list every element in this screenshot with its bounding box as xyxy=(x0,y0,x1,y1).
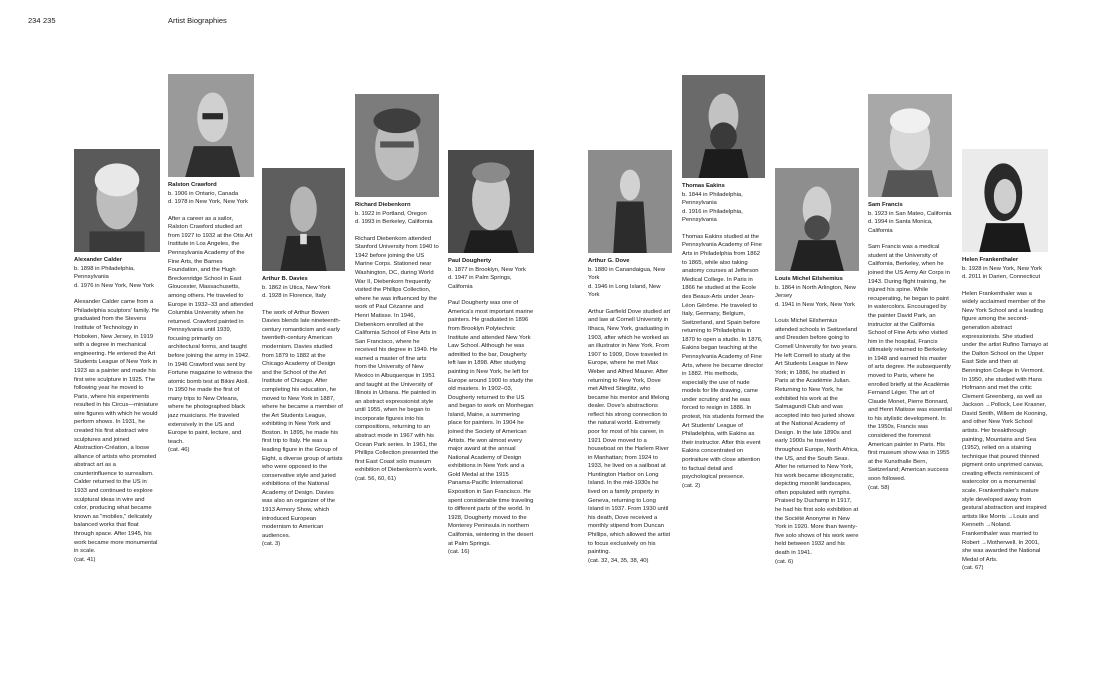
artist-life-dates: b. 1877 in Brooklyn, New York d. 1947 in Palm Springs, California xyxy=(448,266,526,290)
artist-name: Richard Diebenkorn xyxy=(355,202,411,208)
artist-life-dates: b. 1928 in New York, New York d. 2011 in Darien, Connecticut xyxy=(962,265,1042,281)
artist-name: Arthur B. Davies xyxy=(262,276,308,282)
artist-entry xyxy=(588,150,672,565)
artist-portrait xyxy=(868,94,952,197)
artist-entry xyxy=(962,149,1048,573)
artist-life-dates: b. 1862 in Utica, New York d. 1928 in Florence, Italy xyxy=(262,284,331,300)
artist-name: Paul Dougherty xyxy=(448,258,492,264)
artist-biography: After a career as a sailor, Ralston Crawford studied art from 1927 to 1932 at the Otis Art Institute in Los Angeles, the Pennsylvania Academy of the Fine Arts, the Barnes Foundation, and the Hugh Breckenridge School in East Gloucester, Massachusetts, among others. He traveled to Europe in 1932–33 and attended Columbia University when he returned. Crawford painted in Pennsylvania until 1939, focusing primarily on architectural forms, and taught before joining the army in 1942. In 1946 Crawford was sent by Fortune magazine to witness the atomic bomb test at Bikini Atoll. In 1950 he made the first of many trips to New Orleans, where he photographed black jazz musicians. He traveled extensively in the US and Europe to paint, lecture, and teach. (cat. 46) xyxy=(168,215,254,454)
artist-portrait xyxy=(962,149,1048,252)
artist-biography: Richard Diebenkorn attended Stanford University from 1940 to 1942 before joining the US Marine Corps. Stationed near Washington, DC, during World War II, Diebenkorn frequently visited the Phillips Collection, where he was influenced by the work of Paul Cézanne and Henri Matisse. In 1946, Diebenkorn enrolled at the California School of Fine Arts in San Francisco, where he received his degree in 1949. He earned a master of fine arts from the University of New Mexico in Albuquerque in 1951 and taught at the University of Illinois in Urbana. He painted in an abstract expressionist style until 1955, when he began to incorporate figures into his compositions, returning to an abstract mode in 1967 with his Ocean Park series. In 1961, the Phillips Collection presented the first East Coast solo museum exhibition of Diebenkorn's work. (cat. 56, 60, 61) xyxy=(355,235,439,482)
artist-biography: Paul Dougherty was one of America's most important marine painters. He graduated in 1896 from Brooklyn Polytechnic Institute and attended New York Law School. Although he was admitted to the bar, Dougherty left law in 1898. After studying painting in New York, he left for Europe around 1900 to study the old masters. In 1902–03, Dougherty returned to the US and began to work on Monhegan Island, Maine, a summering place for painters. In 1904 he joined the Society of American Artists. He won almost every major award at the annual National Academy of Design exhibitions in New York and a Gold Medal at the 1915 Panama-Pacific International Exposition in San Francisco. He spent considerable time traveling to different parts of the world. In 1928, Dougherty moved to the Monterey Peninsula in northern California, wintering in the desert at Palm Springs. (cat. 16) xyxy=(448,300,534,556)
artist-name: Ralston Crawford xyxy=(168,182,217,188)
artist-name: Thomas Eakins xyxy=(682,183,725,189)
artist-life-dates: b. 1864 in North Arlington, New Jersey d. 1941 in New York, New York xyxy=(775,284,856,308)
artist-entry xyxy=(868,94,952,492)
artist-name: Louis Michel Eilshemius xyxy=(775,276,843,282)
artist-biography: Arthur Garfield Dove studied art and law at Cornell University in Ithaca, New York, graduating in 1903, after which he worked as an illustrator in New York. From 1907 to 1909, Dove traveled in Europe, where he met Max Weber and Alfred Maurer. After returning to New York, Dove met Alfred Stieglitz, who became his mentor and lifelong dealer. Dove's abstractions reflect his strong connection to the natural world. Extremely poor for most of his career, in 1921 Dove moved to a houseboat on the Harlem River in Manhattan; from 1924 to 1933, he lived on a sailboat at Huntington Harbor on Long Island. In the mid-1930s he lived on a family property in Geneva, returning to Long Island in 1937. From 1930 until his death, Dove received a monthly stipend from Duncan Phillips, which allowed the artist to focus exclusively on his painting. (cat. 32, 34, 35, 38, 40) xyxy=(588,308,671,564)
artist-portrait xyxy=(775,168,859,271)
artist-life-dates: b. 1898 in Philadelphia, Pennsylvania d. 1976 in New York, New York xyxy=(74,265,154,289)
artist-entry xyxy=(74,149,160,564)
page-number-left: 234 xyxy=(28,16,41,25)
artist-entry xyxy=(682,75,765,490)
artist-name: Helen Frankenthaler xyxy=(962,257,1019,263)
artist-life-dates: b. 1906 in Ontario, Canada d. 1978 in New York, New York xyxy=(168,190,248,206)
artist-life-dates: b. 1844 in Philadelphia, Pennsylvania d. 1916 in Philadelphia, Pennsylvania xyxy=(682,191,743,224)
artist-biography: Louis Michel Eilshemius attended schools in Switzerland and Dresden before going to Cornell University for two years. He left Cornell to study at the Art Students League in New York; in 1886, he studied in Paris at the Académie Julian. Returning to New York, he exhibited his work at the Salmagundi Club and was accepted into two juried shows at the National Academy of Design. In the late 1890s and early 1900s he traveled throughout Europe, North Africa, the US, and the South Seas. After he returned to New York, his work became idiosyncratic, depicting moonlit landscapes, often populated with nymphs. Praised by Duchamp in 1917, he had his first solo exhibition at the Société Anonyme in New York in 1920. More than twenty-five solo shows of his work were held between 1932 and his death in 1941. (cat. 6) xyxy=(775,318,859,565)
artist-portrait xyxy=(588,150,672,253)
artist-life-dates: b. 1923 in San Mateo, California d. 1994 in Santa Monica, California xyxy=(868,210,952,234)
artist-biography: Alexander Calder came from a Philadelphia sculptors' family. He graduated from the Stevens Institute of Technology in Hoboken, New Jersey, in 1919 with a degree in mechanical engineering. He entered the Art Students League of New York in 1923 as a painter and made his first wire sculpture in 1925. The following year he moved to Paris, where his experiments resulted in his Circus—miniature wire figures with which he would perform shows. In 1931, he created his first abstract wire sculptures and joined Abstraction-Création, a loose alliance of artists who promoted abstract art as a counterinfluence to surrealism. Calder returned to the US in 1933 and continued to explore sculptural ideas in wire and color, producing what became known as "mobiles," delicately balanced works that float through space. After 1945, his work became more monumental in scale. (cat. 41) xyxy=(74,299,160,563)
artist-life-dates: b. 1922 in Portland, Oregon d. 1993 in Berkeley, California xyxy=(355,210,433,226)
section-title: Artist Biographies xyxy=(168,16,227,25)
artist-biography: Thomas Eakins studied at the Pennsylvania Academy of Fine Arts in Philadelphia from 1862 to 1865, while also taking anatomy courses at Jefferson Medical College. In Paris in 1866 he studied at the Ecole des Beaux-Arts under Jean-Léon Gérôme. He traveled to Italy, Germany, Belgium, Switzerland, and Spain before returning to Philadelphia in 1870 to open a studio. In 1876, Eakins began teaching at the Pennsylvania Academy of Fine Arts, where he became director in 1882. His methods, especially the use of nude models for life drawing, came under scrutiny and he was forced to resign in 1886. In protest, his students formed the Art Students' League of Philadelphia, with Eakins as their instructor. After this event Eakins concentrated on portraiture with close attention to factual detail and psychological presence. (cat. 2) xyxy=(682,233,764,489)
artist-portrait xyxy=(168,74,254,177)
artist-entry xyxy=(775,168,859,566)
artist-name: Sam Francis xyxy=(868,202,903,208)
artist-entry xyxy=(168,74,254,455)
artist-name: Alexander Calder xyxy=(74,257,123,263)
artist-portrait xyxy=(74,149,160,252)
artist-entry xyxy=(448,150,534,557)
artist-biography: Sam Francis was a medical student at the University of California, Berkeley, when he joined the US Army Air Corps in 1943. During flight training, he injured his spine. While recuperating, he began to paint in watercolors. Encouraged by the painter David Park, an instructor at the California School of Fine Arts who visited him in the hospital, Francis ultimately returned to Berkeley in 1948 and earned his master of arts degree. He subsequently moved to Paris, where he enrolled briefly at the Académie Fernand Léger. The art of Claude Monet, Pierre Bonnard, and Henri Matisse was essential to his stylistic development. In the 1950s, Francis was considered the foremost American painter in Paris. His first museum show was in 1955 at the Kunsthalle Bern, Switzerland; American success soon followed. (cat. 58) xyxy=(868,244,952,491)
artist-name: Arthur G. Dove xyxy=(588,258,630,264)
artist-biography: Helen Frankenthaler was a widely acclaimed member of the New York School and a leading figure among the second-generation abstract expressionists. She studied under the artist Rufino Tamayo at the Dalton School on the Upper East Side and then at Bennington College in Vermont. In 1950, she studied with Hans Hofmann and met the critic Clement Greenberg, as well as Jackson →Pollock, Lee Krasner, David Smith, Willem de Kooning, and other New York School artists. Her breakthrough painting, Mountains and Sea (1952), relied on a staining technique that poured thinned pigment onto unprimed canvas, creating effects reminiscent of watercolor on a monumental scale. Frankenthaler's mature style developed away from gestural abstraction and inspired artists like Morris →Louis and Kenneth →Noland. Frankenthaler was married to Robert →Motherwell. In 2001, she was awarded the National Medal of Arts. (cat. 67) xyxy=(962,290,1048,572)
artist-entry xyxy=(355,94,439,484)
page-number-right: 235 xyxy=(43,16,56,25)
artist-portrait xyxy=(262,168,345,271)
artist-portrait xyxy=(682,75,765,178)
artist-biography: The work of Arthur Bowen Davies blends late nineteenth-century romanticism and early twentieth-century American modernism. Davies studied from 1879 to 1882 at the Chicago Academy of Design and the School of the Art Institute of Chicago. After completing his education, he moved to New York in 1887, where he became a member of the Art Students League, exhibiting in New York and Boston. In 1895, he made his first trip to Italy. He was a leading figure in the Group of Eight, a diverse group of artists who were opposed to the conservative style and juried exhibitions of the National Academy of Design. Davies was also an organizer of the 1913 Armory Show, which introduced European modernism to American audiences. (cat. 3) xyxy=(262,309,343,548)
artist-portrait xyxy=(448,150,534,253)
artist-life-dates: b. 1880 in Canandaigua, New York d. 1946 in Long Island, New York xyxy=(588,266,665,299)
artist-entry xyxy=(262,168,345,549)
artist-portrait xyxy=(355,94,439,197)
